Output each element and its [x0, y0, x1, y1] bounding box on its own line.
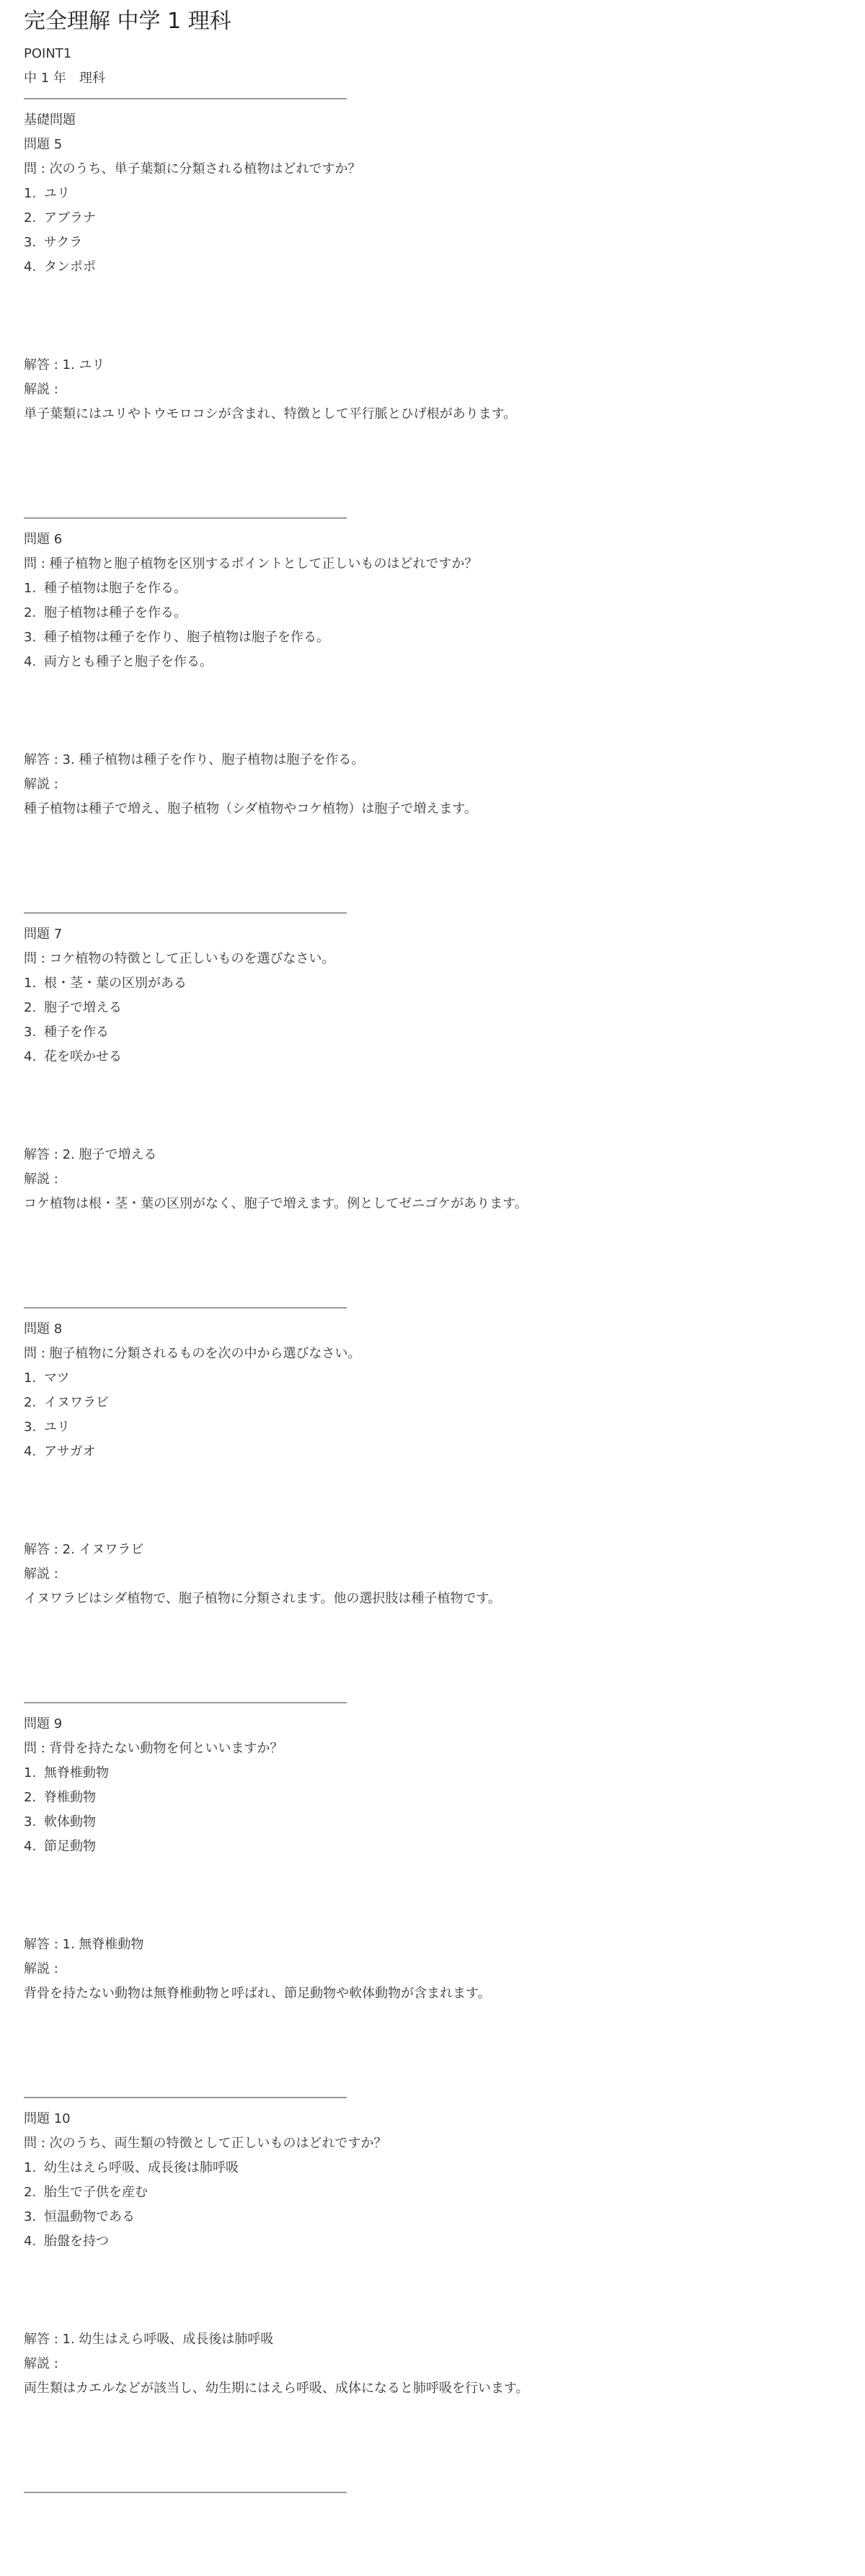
- choice-number: 1.: [24, 1371, 37, 1386]
- choice-number: 2.: [24, 1790, 37, 1805]
- choice-number: 1.: [24, 976, 37, 991]
- choice-number: 1.: [24, 581, 37, 596]
- choice-item: [24, 1440, 865, 1464]
- page-title: 完全理解 中学 1 理科: [24, 9, 231, 34]
- choice-number: 3.: [24, 1420, 37, 1435]
- question-block-7: [24, 922, 865, 1300]
- choice-text: 脊椎動物: [44, 1790, 96, 1805]
- choice-number: 3.: [24, 1814, 37, 1830]
- spacer: [24, 1216, 865, 1300]
- choice-item: [24, 206, 865, 231]
- question-number: 問題 8: [24, 1322, 63, 1337]
- choice-number: 3.: [24, 235, 37, 250]
- choice-number: 4.: [24, 1839, 37, 1854]
- choice-text: マツ: [44, 1371, 70, 1386]
- divider: [24, 1702, 347, 1703]
- choice-number: 2.: [24, 605, 37, 620]
- choice-list: [24, 1366, 865, 1464]
- answer-text: 解答 : 2. イヌワラビ: [24, 1542, 144, 1557]
- choice-number: 4.: [24, 259, 37, 275]
- explanation-label: 解説 :: [24, 1961, 58, 1976]
- choice-item: [24, 1366, 865, 1391]
- choice-item: [24, 1810, 865, 1835]
- spacer: [24, 1464, 865, 1538]
- choice-text: アサガオ: [44, 1444, 96, 1459]
- divider: [24, 98, 347, 99]
- spacer: [24, 2006, 865, 2090]
- question-text: 問 : コケ植物の特徴として正しいものを選びなさい。: [24, 951, 335, 966]
- choice-list: [24, 1761, 865, 1859]
- divider: [24, 2492, 347, 2493]
- choice-text: 種子植物は種子を作り、胞子植物は胞子を作る。: [44, 630, 329, 645]
- section-title: 基礎問題: [24, 112, 76, 128]
- grade-subject: 中 1 年 理科: [24, 71, 105, 86]
- question-block-10: [24, 2107, 865, 2484]
- choice-text: サクラ: [44, 235, 83, 250]
- choice-text: 花を咲かせる: [44, 1049, 122, 1064]
- choice-number: 1.: [24, 2160, 37, 2175]
- answer-text: 解答 : 3. 種子植物は種子を作り、胞子植物は胞子を作る。: [24, 752, 365, 767]
- point-label: POINT1: [24, 46, 72, 61]
- choice-item: [24, 576, 865, 601]
- explanation-text: 種子植物は種子で増え、胞子植物（シダ植物やコケ植物）は胞子で増えます。: [24, 801, 477, 816]
- choice-item: [24, 1835, 865, 1859]
- choice-text: 軟体動物: [44, 1814, 96, 1830]
- explanation-label: 解説 :: [24, 382, 58, 397]
- answer-text: 解答 : 2. 胞子で増える: [24, 1147, 157, 1162]
- choice-text: 種子を作る: [44, 1025, 109, 1040]
- question-text: 問 : 種子植物と胞子植物を区別するポイントとして正しいものはどれですか？: [24, 556, 478, 571]
- question-number: 問題 5: [24, 137, 63, 152]
- choice-number: 1.: [24, 1765, 37, 1781]
- question-block-9: [24, 1712, 865, 2090]
- choice-text: 胎生で子供を産む: [44, 2185, 148, 2200]
- choice-number: 3.: [24, 630, 37, 645]
- choice-text: 両方とも種子と胞子を作る。: [44, 654, 213, 669]
- question-text: 問 : 胞子植物に分類されるものを次の中から選びなさい。: [24, 1346, 361, 1361]
- choice-item: [24, 255, 865, 280]
- choice-item: [24, 1761, 865, 1786]
- choice-number: 2.: [24, 210, 37, 226]
- choice-text: 根・茎・葉の区別がある: [44, 976, 187, 991]
- choice-list: [24, 971, 865, 1069]
- question-number: 問題 7: [24, 927, 63, 942]
- choice-list: [24, 576, 865, 674]
- choice-number: 4.: [24, 1049, 37, 1064]
- choice-item: [24, 2156, 865, 2180]
- answer-text: 解答 : 1. 無脊椎動物: [24, 1937, 144, 1952]
- spacer: [24, 1069, 865, 1143]
- spacer: [24, 2254, 865, 2327]
- divider: [24, 517, 347, 519]
- question-text: 問 : 背骨を持たない動物を何といいますか？: [24, 1741, 283, 1756]
- choice-item: [24, 996, 865, 1020]
- choice-item: [24, 182, 865, 206]
- choice-number: 4.: [24, 1444, 37, 1459]
- explanation-text: 背骨を持たない動物は無脊椎動物と呼ばれ、節足動物や軟体動物が含まれます。: [24, 1986, 491, 2001]
- choice-text: タンポポ: [44, 259, 96, 275]
- question-block-8: [24, 1317, 865, 1695]
- explanation-label: 解説 :: [24, 1172, 58, 1187]
- choice-number: 3.: [24, 2209, 37, 2224]
- choice-text: ユリ: [44, 186, 70, 201]
- choice-text: 恒温動物である: [44, 2209, 135, 2224]
- choice-item: [24, 1786, 865, 1810]
- choice-item: [24, 231, 865, 255]
- explanation-text: 単子葉類にはユリやトウモロコシが含まれ、特徴として平行脈とひげ根があります。: [24, 406, 517, 422]
- choice-list: [24, 2156, 865, 2254]
- question-text: 問 : 次のうち、両生類の特徴として正しいものはどれですか？: [24, 2136, 387, 2151]
- choice-text: 胎盤を持つ: [44, 2234, 109, 2249]
- choice-list: [24, 182, 865, 280]
- choice-item: [24, 1020, 865, 1045]
- answer-text: 解答 : 1. ユリ: [24, 357, 105, 373]
- divider: [24, 2097, 347, 2098]
- choice-text: ユリ: [44, 1420, 70, 1435]
- answer-text: 解答 : 1. 幼生はえら呼吸、成長後は肺呼吸: [24, 2332, 274, 2347]
- choice-number: 2.: [24, 1000, 37, 1015]
- choice-item: [24, 601, 865, 625]
- choice-number: 3.: [24, 1025, 37, 1040]
- choice-text: イヌワラビ: [44, 1395, 109, 1410]
- choice-text: 種子植物は胞子を作る。: [44, 581, 187, 596]
- question-text: 問 : 次のうち、単子葉類に分類される植物はどれですか？: [24, 161, 361, 177]
- choice-text: 幼生はえら呼吸、成長後は肺呼吸: [44, 2160, 239, 2175]
- choice-number: 4.: [24, 654, 37, 669]
- choice-item: [24, 2205, 865, 2229]
- choice-text: アブラナ: [44, 210, 96, 226]
- explanation-text: イヌワラビはシダ植物で、胞子植物に分類されます。他の選択肢は種子植物です。: [24, 1591, 502, 1606]
- choice-text: 胞子で増える: [44, 1000, 122, 1015]
- question-block-5: [24, 133, 865, 510]
- choice-item: [24, 2180, 865, 2205]
- choice-item: [24, 1415, 865, 1440]
- choice-item: [24, 625, 865, 650]
- spacer: [24, 1611, 865, 1695]
- question-number: 問題 10: [24, 2111, 71, 2126]
- divider: [24, 912, 347, 914]
- spacer: [24, 821, 865, 905]
- choice-item: [24, 971, 865, 996]
- question-block-6: [24, 527, 865, 905]
- choice-item: [24, 1391, 865, 1415]
- explanation-label: 解説 :: [24, 777, 58, 792]
- choice-number: 1.: [24, 186, 37, 201]
- question-number: 問題 9: [24, 1716, 63, 1732]
- choice-number: 4.: [24, 2234, 37, 2249]
- choice-item: [24, 2229, 865, 2254]
- spacer: [24, 2401, 865, 2484]
- spacer: [24, 280, 865, 353]
- choice-item: [24, 650, 865, 674]
- question-number: 問題 6: [24, 532, 63, 547]
- spacer: [24, 1859, 865, 1933]
- explanation-text: コケ植物は根・茎・葉の区別がなく、胞子で増えます。例としてゼニゴケがあります。: [24, 1196, 528, 1211]
- explanation-label: 解説 :: [24, 1566, 58, 1582]
- choice-number: 2.: [24, 1395, 37, 1410]
- divider: [24, 1307, 347, 1309]
- choice-text: 胞子植物は種子を作る。: [44, 605, 187, 620]
- choice-item: [24, 1045, 865, 1069]
- choice-number: 2.: [24, 2185, 37, 2200]
- explanation-label: 解説 :: [24, 2356, 58, 2371]
- explanation-text: 両生類はカエルなどが該当し、幼生期にはえら呼吸、成体になると肺呼吸を行います。: [24, 2381, 529, 2396]
- choice-text: 節足動物: [44, 1839, 96, 1854]
- spacer: [24, 427, 865, 510]
- spacer: [24, 674, 865, 748]
- choice-text: 無脊椎動物: [44, 1765, 109, 1781]
